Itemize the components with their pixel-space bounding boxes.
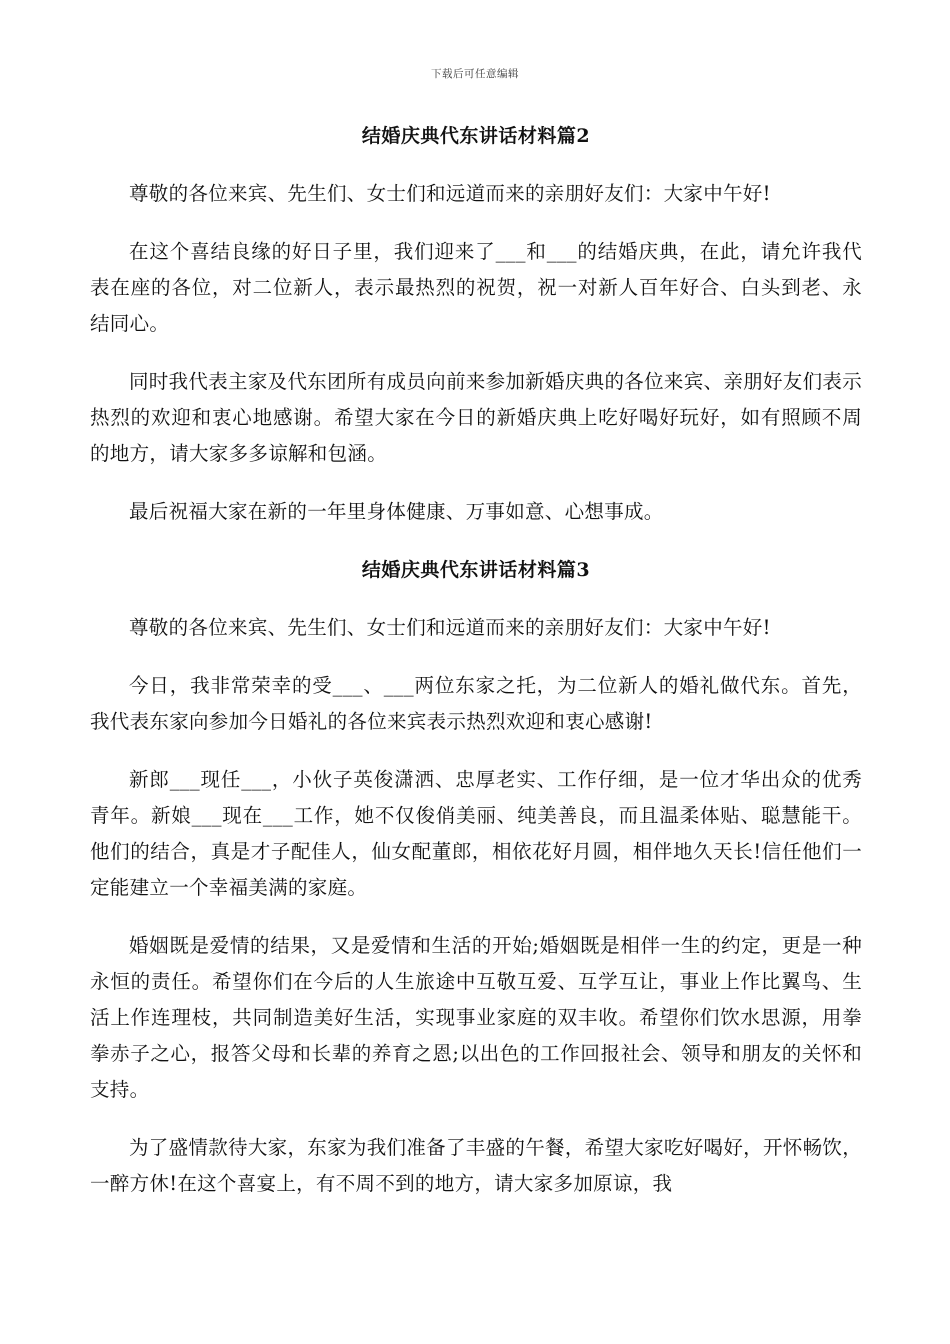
paragraph: 尊敬的各位来宾、先生们、女士们和远道而来的亲朋好友们：大家中午好! (129, 182, 771, 205)
paragraph: 婚姻既是爱情的结果，又是爱情和生活的开始;婚姻既是相伴一生的约定，更是一种永恒的责任。希望你们在今后的人生旅途中互敬互爱、互学互让，事业上作比翼鸟、生活上作连理枝，共同制造美好生活，实现事业家庭的双丰收。希望你们饮水思源，用拳拳赤子之心，报答父母和长辈的养育之恩;以出色的工作回报社会、领导和朋友的关怀和支持。 (90, 934, 862, 1101)
paragraph: 同时我代表主家及代东团所有成员向前来参加新婚庆典的各位来宾、亲朋好友们表示热烈的欢迎和衷心地感谢。希望大家在今日的新婚庆典上吃好喝好玩好，如有照顾不周的地方，请大家多多谅解和包涵。 (90, 370, 862, 465)
paragraph: 为了盛情款待大家，东家为我们准备了丰盛的午餐，希望大家吃好喝好，开怀畅饮，一醉方休!在这个喜宴上，有不周不到的地方，请大家多加原谅，我 (90, 1136, 862, 1195)
paragraph: 尊敬的各位来宾、先生们、女士们和远道而来的亲朋好友们：大家中午好! (129, 616, 771, 639)
section-title: 结婚庆典代东讲话材料篇3 (361, 559, 591, 581)
header-note: 下载后可任意编辑 (431, 68, 519, 80)
document-body (90, 118, 862, 1224)
paragraph: 在这个喜结良缘的好日子里，我们迎来了___和___的结婚庆典，在此，请允许我代表在座的各位，对二位新人，表示最热烈的祝贺，祝一对新人百年好合、白头到老、永结同心。 (90, 240, 862, 335)
section-title: 结婚庆典代东讲话材料篇2 (361, 125, 591, 147)
paragraph: 新郎___现任___，小伙子英俊潇洒、忠厚老实、工作仔细，是一位才华出众的优秀青年。新娘___现在___工作，她不仅俊俏美丽、纯美善良，而且温柔体贴、聪慧能干。他们的结合，真是才子配佳人，仙女配董郎，相依花好月圆，相伴地久天长!信任他们一定能建立一个幸福美满的家庭。 (90, 768, 862, 899)
section-3 (90, 552, 862, 1202)
paragraph: 今日，我非常荣幸的受___、___两位东家之托，为二位新人的婚礼做代东。首先，我代表东家向参加今日婚礼的各位来宾表示热烈欢迎和衷心感谢! (90, 674, 862, 733)
paragraph: 最后祝福大家在新的一年里身体健康、万事如意、心想事成。 (129, 500, 664, 523)
section-2 (90, 118, 862, 530)
